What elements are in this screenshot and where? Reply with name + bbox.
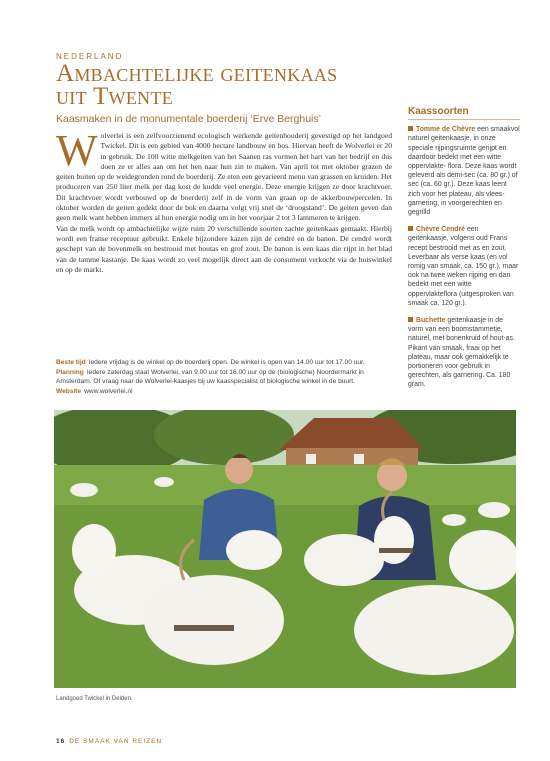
square-bullet-icon [408, 126, 413, 131]
cheese-description: een smaakvol naturel geitenkaasje, in onze speciale rijpingsruimte gerijpt en daardoor bedekt met een witte oppervlakte- flora. Deze kaas wordt geleverd als demi-sec (ca. 80 gr.) of sec (ca. 60 gr.). Deze kaas leent zich voor het plateau, als vlees-garnering, in voorgerechten en gegrilld [408, 126, 520, 217]
info-row-planning [56, 368, 392, 387]
article-paragraph-2: Van de melk wordt op ambachtelijke wijze ruim 20 verschillende soorten zachte geitenkaas gemaakt. Hierbij wordt een franse receptuur gebruikt. Enkele bijzondere kazen zijn de cendré en de banon. De cendré wordt geschept van de bovenmelk en bestrooid met houtas en grof zout. De banon is een kaas die rijpt in het blad van de tamme kastanje. De kaas wordt zo veel mogelijk direct aan de consument verkocht via de huiswinkel en op de markt. [56, 223, 392, 274]
practical-info [56, 358, 392, 396]
info-label: Planning [56, 368, 84, 376]
headline-line-2: uit Twente [56, 83, 174, 110]
article-subtitle: Kaasmaken in de monumentale boerderij ‘Erve Berghuis’ [56, 113, 321, 125]
cheese-name: Tomme de Chèvre [416, 126, 476, 134]
cheese-item [408, 316, 520, 390]
drop-cap: W [56, 126, 98, 175]
info-label: Website [56, 387, 82, 395]
cheese-item [408, 225, 520, 308]
headline-line-1: Ambachtelijke geitenkaas [56, 60, 338, 87]
cheese-types-sidebar [408, 107, 520, 398]
info-text: Iedere zaterdag staat Wolverlei, van 9.00 uur tot 16.00 uur op de (biologische) Noordermarkt in Amsterdam. Of vraag naar de Wolverlei-kaasjes bij uw kaasspecialist of biologische winkel in de buurt. [56, 368, 364, 386]
goats-photo-illustration [54, 410, 516, 688]
sidebar-title: Kaassoorten [408, 107, 520, 120]
article-body [56, 126, 392, 275]
photo-caption: Landgoed Twickel in Delden. [56, 696, 133, 702]
cheese-description: geitenkaasje in de vorm van een boomstammetje, naturel, met bonenkruid of hout-as. Pikant van smaak, fraai op het plateau, maar ook gemakkelijk te portioneren voor gebruik in gerechten, als garnering. Ca. 180 gram. [408, 317, 515, 389]
cheese-item [408, 125, 520, 217]
square-bullet-icon [408, 226, 413, 231]
info-row-best-time [56, 358, 392, 368]
page-number: 16 [56, 738, 66, 745]
info-row-website [56, 387, 392, 397]
article-headline [56, 62, 396, 108]
square-bullet-icon [408, 317, 413, 322]
info-text: Iedere vrijdag is de winkel op de boerderij open. De winkel is open van 14.00 uur tot 17.00 uur. [88, 359, 365, 366]
cheese-description: een geitenkaasje, volgens oud Frans recept bestrooid met as en zout. Leverbaar als verse kaas (en vol romig van smaak, ca. 150 gr.), maar ook na twee weken rijping en dan bedekt met een witte oppervlakteflora (uitgesproken van smaak ca. 120 gr.). [408, 226, 519, 307]
cheese-name: Chèvre Cendré [416, 226, 466, 234]
page-footer [56, 738, 162, 745]
cheese-name: Buchette [416, 317, 446, 325]
info-label: Beste tijd [56, 359, 86, 366]
farm-goats-photo [54, 410, 516, 688]
magazine-name: DE SMAAK VAN REIZEN [69, 738, 163, 745]
website-link[interactable]: www.wolverlei.nl [84, 387, 133, 395]
article-paragraph-1: olverlei is een zelfvoorzienend ecologisch werkende geitenhouderij gevestigd op het landgoed Twickel. Dit is een gebied van 4000 hectare landbouw en bos. Hiervan heeft de Wolverlei er 20 in gebruik. De 100 witte melkgeiten van het Saanen ras vormen het hart van het bedrijf en dus doen ze er alles aan om het hen naar hun zin te maken. Van april tot met oktober grazen de geiten buiten op de weidegronden rond de boerderij. Ze eten een gevarieerd menu van grassen en kruiden. Het produceren van 250 liter melk per dag kost de kudde veel energie. Deze energie krijgen ze door krachtvoer. Dit krachtvoer wordt verbouwd op de boerderij zelf in de vorm van graan op de akkerbouwpercelen. In oktober worden de geiten gedekt door de bok en daarna volgt vrij snel de ‘droogstand’. De geiten geven dan geen melk want hebben immers al hun energie nodig om in het voorjaar 2 tot 3 lammeren te krijgen. [56, 131, 392, 223]
section-kicker: NEDERLAND [56, 52, 124, 61]
